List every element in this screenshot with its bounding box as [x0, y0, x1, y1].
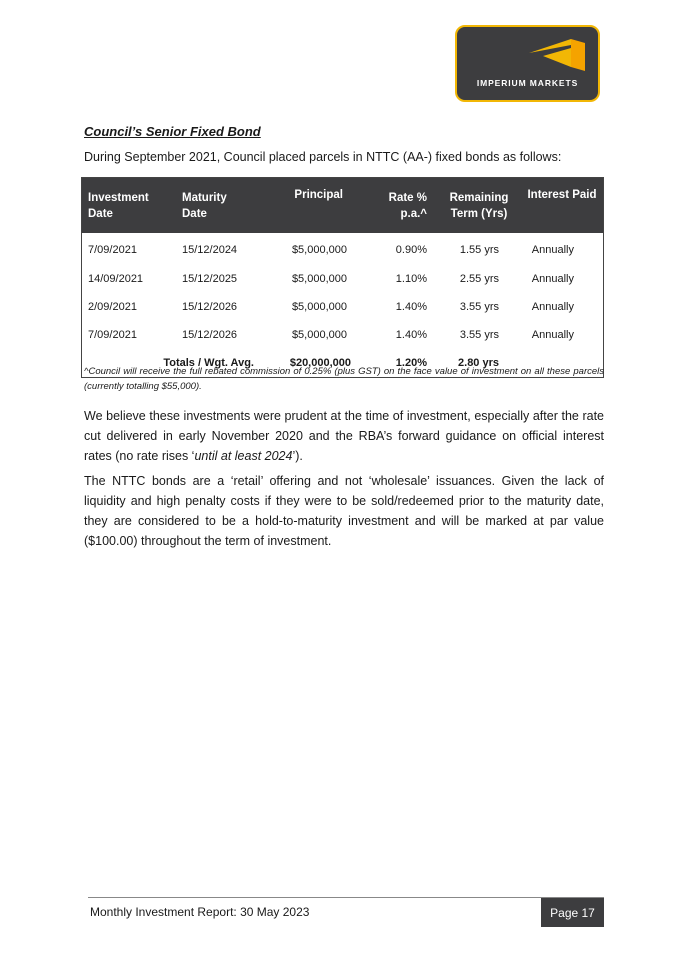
cell-maturity-date: 15/12/2026: [182, 301, 238, 313]
footer-divider: [88, 897, 604, 898]
prudence-text: We believe these investments were prudent at the time of investment, especially after the rate cut delivered in early November 2020 and the RBA’s forward guidance on official interest rates (no rate rises ‘: [84, 409, 604, 463]
prudence-paragraph: [84, 406, 604, 466]
cell-principal: $5,000,000: [291, 329, 347, 341]
table-row: [82, 233, 604, 265]
table-header-row: [82, 178, 604, 234]
header-maturity-date: Maturity Date: [176, 178, 260, 234]
cell-interest-paid: Annually: [531, 273, 574, 285]
cell-rate: 1.40%: [395, 301, 427, 313]
cell-rate: 1.10%: [395, 273, 427, 285]
cell-interest-paid: Annually: [531, 244, 574, 256]
prudence-text-end: ’).: [292, 449, 303, 463]
table-row: [82, 293, 604, 321]
cell-investment-date: 14/09/2021: [88, 273, 144, 285]
table-row: [82, 321, 604, 349]
fixed-bond-table: [81, 177, 604, 378]
cell-principal: $5,000,000: [291, 273, 347, 285]
cell-maturity-date: 15/12/2024: [182, 244, 238, 256]
cell-remaining-term: 1.55 yrs: [459, 244, 499, 256]
hold-to-maturity-paragraph: The NTTC bonds are a ‘retail’ offering and not ‘wholesale’ issuances. Given the lack of liquidity and high penalty costs if they were to be sold/redeemed prior to the maturity date, they are considered to be a hold-to-maturity investment and will be marked at par value ($100.00) throughout the term of investment.: [84, 474, 604, 548]
footer-report-title: Monthly Investment Report: 30 May 2023: [90, 905, 310, 919]
header-interest-paid: Interest Paid: [521, 178, 604, 234]
commission-footnote: ^Council will receive the full rebated commission of 0.25% (plus GST) on the face value of investment on all these parcels (currently totalling $55,000).: [84, 366, 604, 392]
cell-interest-paid: Annually: [531, 301, 574, 313]
logo-text: IMPERIUM MARKETS: [476, 78, 579, 88]
cell-interest-paid: Annually: [531, 329, 574, 341]
cell-remaining-term: 3.55 yrs: [459, 301, 499, 313]
cell-principal: $5,000,000: [291, 244, 347, 256]
section-title: Council’s Senior Fixed Bond: [84, 124, 261, 139]
cell-investment-date: 7/09/2021: [88, 329, 137, 341]
header-investment-date: Investment Date: [82, 178, 177, 234]
header-rate: Rate % p.a.^: [357, 178, 437, 234]
totals-term: 2.80 yrs: [458, 357, 499, 369]
table-row: [82, 265, 604, 293]
cell-rate: 1.40%: [395, 329, 427, 341]
cell-remaining-term: 3.55 yrs: [459, 329, 499, 341]
intro-text: During September 2021, Council placed parcels in NTTC (AA-) fixed bonds as follows:: [84, 150, 562, 164]
cell-maturity-date: 15/12/2025: [182, 273, 238, 285]
cell-maturity-date: 15/12/2026: [182, 329, 238, 341]
header-remaining-term: Remaining Term (Yrs): [437, 178, 521, 234]
cell-investment-date: 7/09/2021: [88, 244, 137, 256]
cell-investment-date: 2/09/2021: [88, 301, 137, 313]
cell-principal: $5,000,000: [291, 301, 347, 313]
totals-rate: 1.20%: [395, 357, 427, 369]
header-principal: Principal: [260, 178, 357, 234]
page-number-badge: Page 17: [541, 898, 604, 927]
totals-principal: $20,000,000: [289, 357, 351, 369]
prudence-emphasis: until at least 2024: [194, 449, 293, 463]
cell-rate: 0.90%: [395, 244, 427, 256]
cell-remaining-term: 2.55 yrs: [459, 273, 499, 285]
logo-arrow-icon: [529, 37, 587, 71]
imperium-markets-logo: [455, 25, 600, 102]
totals-label: Totals / Wgt. Avg.: [163, 357, 254, 369]
